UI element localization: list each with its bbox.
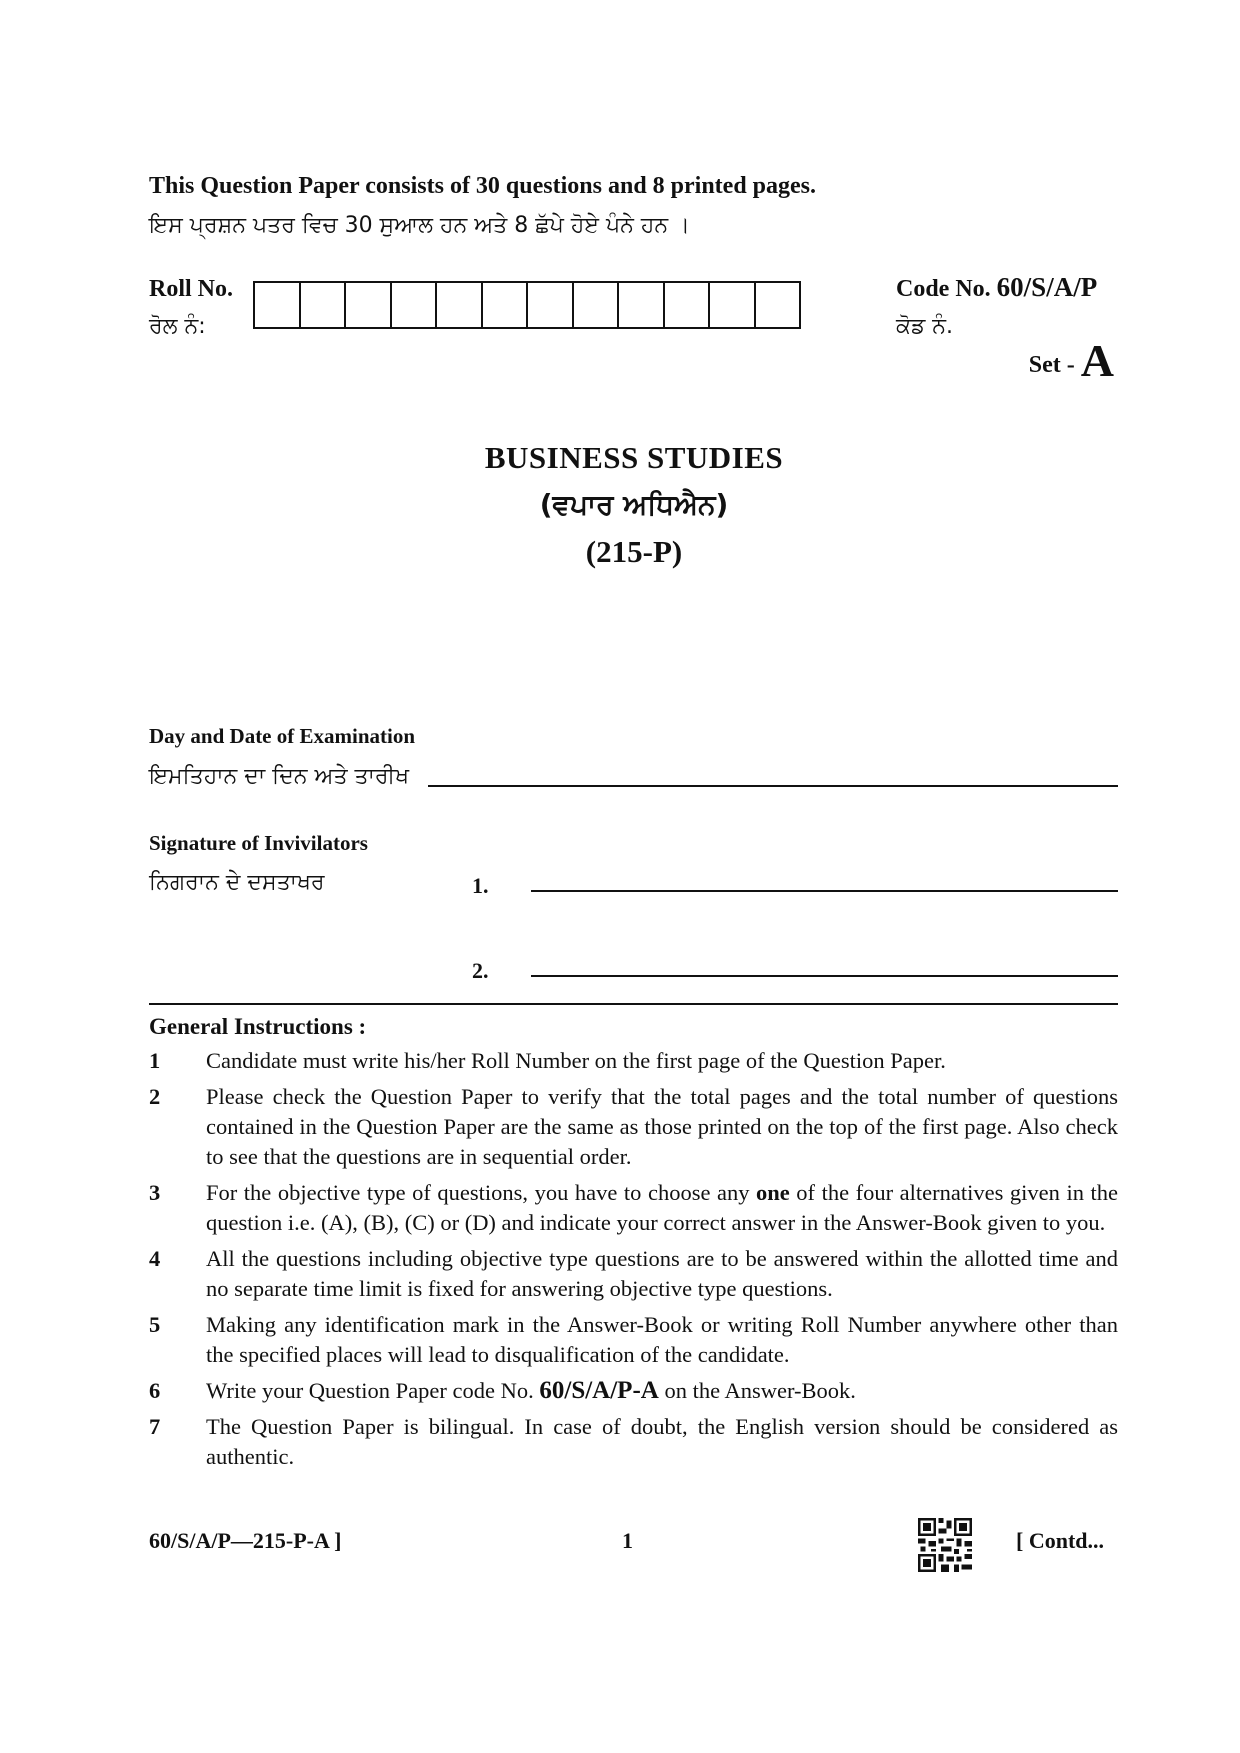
roll-box[interactable] bbox=[392, 283, 438, 327]
code-label: Code No. bbox=[896, 276, 991, 302]
instruction-number: 6 bbox=[149, 1378, 161, 1403]
instruction-text bbox=[206, 1178, 1118, 1238]
subject-title-punjabi: (ਵਪਾਰ ਅਧਿਐਨ) bbox=[539, 488, 729, 521]
roll-box[interactable] bbox=[665, 283, 711, 327]
instruction-item bbox=[149, 1178, 1118, 1238]
roll-box[interactable] bbox=[710, 283, 756, 327]
instructions-title: General Instructions : bbox=[149, 1014, 367, 1039]
roll-box[interactable] bbox=[574, 283, 620, 327]
instruction-item bbox=[149, 1082, 1118, 1172]
instruction-item bbox=[149, 1376, 1118, 1406]
exam-date-field[interactable] bbox=[428, 785, 1118, 787]
instruction-text-part: on the Answer-Book. bbox=[658, 1378, 856, 1403]
instructions-list bbox=[149, 1046, 1118, 1478]
roll-label-punjabi: ਰੋਲ ਨੰ: bbox=[149, 314, 206, 339]
instruction-text bbox=[206, 1376, 1118, 1406]
footer-continued: [ Contd... bbox=[1016, 1528, 1105, 1553]
code-label-punjabi: ਕੋਡ ਨੰ. bbox=[896, 314, 954, 339]
set-indicator bbox=[1029, 334, 1114, 387]
signature-label-punjabi: ਨਿਗਰਾਨ ਦੇ ਦਸਤਾਖਰ bbox=[149, 870, 325, 895]
instruction-item bbox=[149, 1310, 1118, 1370]
qr-code-icon bbox=[918, 1518, 972, 1572]
code-value: 60/S/A/P bbox=[996, 272, 1098, 302]
roll-box[interactable] bbox=[483, 283, 529, 327]
instruction-text: Please check the Question Paper to verify that the total pages and the total number of questions contained in the Question Paper are the same as those printed on the top of the first page. Also check to see that the questions are in sequential order. bbox=[206, 1084, 1118, 1169]
instruction-text: The Question Paper is bilingual. In case of doubt, the English version should be considered as authentic. bbox=[206, 1414, 1118, 1469]
signature-2-number: 2. bbox=[472, 958, 489, 983]
roll-box[interactable] bbox=[619, 283, 665, 327]
roll-label-english: Roll No. bbox=[149, 276, 233, 302]
instruction-item bbox=[149, 1046, 1118, 1076]
instruction-text: All the questions including objective type questions are to be answered within the allotted time and no separate time limit is fixed for answering objective type questions. bbox=[206, 1246, 1118, 1301]
title-block bbox=[0, 440, 1240, 570]
signature-1-number: 1. bbox=[472, 873, 489, 898]
instruction-text-part: For the objective type of questions, you have to choose any bbox=[206, 1180, 757, 1205]
instruction-item bbox=[149, 1244, 1118, 1304]
instruction-number: 4 bbox=[149, 1246, 161, 1271]
instruction-text-part: Write your Question Paper code No. bbox=[206, 1378, 540, 1403]
roll-box[interactable] bbox=[255, 283, 301, 327]
roll-box[interactable] bbox=[346, 283, 392, 327]
roll-box[interactable] bbox=[528, 283, 574, 327]
footer-paper-code: 60/S/A/P—215-P-A ] bbox=[149, 1528, 342, 1553]
set-value: A bbox=[1080, 335, 1114, 386]
signature-label-english: Signature of Invivilators bbox=[149, 831, 368, 855]
instruction-text: Candidate must write his/her Roll Number on the first page of the Question Paper. bbox=[206, 1048, 946, 1073]
roll-number-boxes[interactable] bbox=[253, 281, 801, 329]
instruction-number: 3 bbox=[149, 1180, 161, 1205]
header-english: This Question Paper consists of 30 questions and 8 printed pages. bbox=[149, 173, 817, 199]
roll-box[interactable] bbox=[301, 283, 347, 327]
exam-date-label-english: Day and Date of Examination bbox=[149, 724, 416, 748]
set-label: Set - bbox=[1028, 352, 1075, 378]
footer-page-number: 1 bbox=[622, 1528, 633, 1553]
subject-title-english: BUSINESS STUDIES bbox=[484, 440, 784, 475]
instruction-number: 1 bbox=[149, 1048, 161, 1073]
instruction-emphasis: one bbox=[756, 1180, 790, 1205]
signature-1-field[interactable] bbox=[531, 890, 1118, 892]
paper-code-emphasis: 60/S/A/P-A bbox=[539, 1377, 659, 1404]
instruction-item bbox=[149, 1412, 1118, 1472]
instruction-text-part: of the four alternatives given in the question i.e. (A), (B), (C) or (D) and indicate your correct answer in the Answer-Book given to you. bbox=[206, 1180, 1118, 1235]
section-divider bbox=[149, 1003, 1118, 1005]
code-number bbox=[896, 272, 1097, 303]
roll-box[interactable] bbox=[756, 283, 800, 327]
exam-date-label-punjabi: ਇਮਤਿਹਾਨ ਦਾ ਦਿਨ ਅਤੇ ਤਾਰੀਖ bbox=[149, 764, 410, 789]
header-punjabi: ਇਸ ਪ੍ਰਸ਼ਨ ਪਤਰ ਵਿਚ 30 ਸੁਆਲ ਹਨ ਅਤੇ 8 ਛੱਪੇ ਹੋਏ ਪੰਨੇ ਹਨ । bbox=[149, 213, 691, 238]
roll-box[interactable] bbox=[437, 283, 483, 327]
instruction-number: 5 bbox=[149, 1312, 161, 1337]
instruction-number: 7 bbox=[149, 1414, 161, 1439]
signature-2-field[interactable] bbox=[531, 975, 1118, 977]
subject-code: (215-P) bbox=[585, 534, 683, 569]
instruction-number: 2 bbox=[149, 1084, 161, 1109]
instruction-text: Making any identification mark in the Answer-Book or writing Roll Number anywhere other than the specified places will lead to disqualification of the candidate. bbox=[206, 1312, 1118, 1367]
